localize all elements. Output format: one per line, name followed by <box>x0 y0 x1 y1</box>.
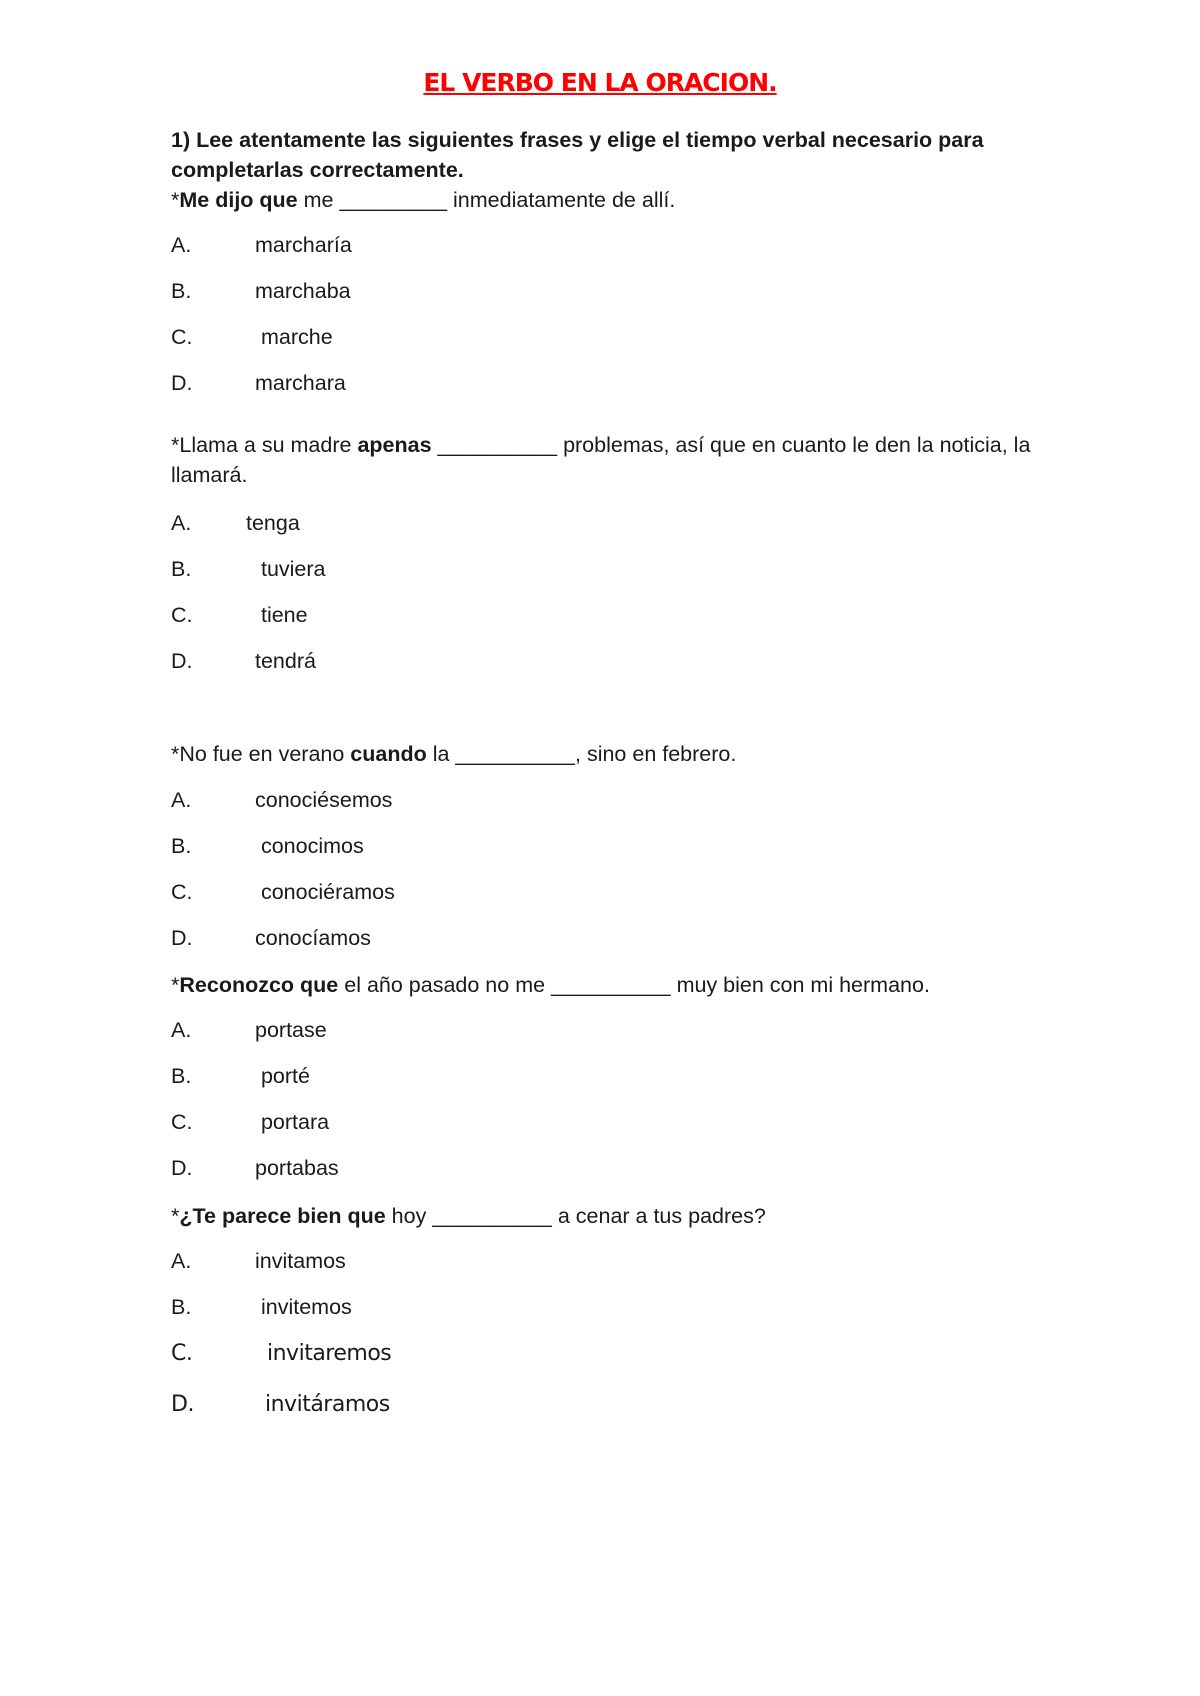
option-letter: A. <box>171 788 192 812</box>
question-text: __________ problemas, así que en cuanto le den la noticia, la llamará. <box>171 433 1031 487</box>
option-letter: D. <box>171 1392 194 1417</box>
question-prefix: *No fue en verano <box>171 742 351 766</box>
option-2c[interactable] <box>171 601 308 629</box>
option-letter: B. <box>171 557 192 581</box>
question-text: el año pasado no me __________ muy bien con mi hermano. <box>338 973 930 997</box>
question-prefix: *Llama a su madre <box>171 433 358 457</box>
option-text: portabas <box>255 1156 339 1180</box>
option-4b[interactable] <box>171 1062 310 1090</box>
question-keyword: ¿Te parece bien que <box>179 1204 386 1228</box>
option-text: porté <box>255 1064 310 1088</box>
option-1a[interactable] <box>171 231 352 259</box>
option-letter: B. <box>171 1295 192 1319</box>
question-prefix: * <box>171 973 180 997</box>
option-text: tendrá <box>255 649 316 673</box>
option-letter: A. <box>171 233 192 257</box>
option-text: tenga <box>246 511 300 535</box>
option-letter: B. <box>171 834 192 858</box>
option-5a[interactable] <box>171 1247 346 1275</box>
option-letter: D. <box>171 1156 193 1180</box>
question-prefix: * <box>171 188 180 212</box>
option-text: conociésemos <box>255 788 393 812</box>
option-letter: C. <box>171 1110 193 1134</box>
question-text: me _________ inmediatamente de allí. <box>297 188 676 212</box>
option-text: portara <box>255 1110 330 1134</box>
option-letter: B. <box>171 1064 192 1088</box>
option-text: conocíamos <box>255 926 371 950</box>
option-5b[interactable] <box>171 1293 352 1321</box>
option-2a[interactable] <box>171 509 300 537</box>
question-4 <box>171 970 1051 1000</box>
option-letter: C. <box>171 603 193 627</box>
option-2d[interactable] <box>171 647 316 675</box>
option-text: invitamos <box>255 1249 346 1273</box>
question-prefix: * <box>171 1204 180 1228</box>
option-text: marche <box>255 325 333 349</box>
option-3c[interactable] <box>171 878 395 906</box>
question-keyword: apenas <box>357 433 432 457</box>
option-letter: C. <box>171 880 193 904</box>
option-2b[interactable] <box>171 555 326 583</box>
option-3d[interactable] <box>171 924 371 952</box>
option-letter: A. <box>171 511 192 535</box>
option-text: conociéramos <box>255 880 395 904</box>
option-text: marchara <box>255 371 346 395</box>
option-1d[interactable] <box>171 369 346 397</box>
question-2 <box>171 430 1051 490</box>
option-text: invitaremos <box>267 1341 392 1366</box>
option-letter: A. <box>171 1249 192 1273</box>
instruction-text: 1) Lee atentamente las siguientes frases y elige el tiempo verbal necesario para completarlas correctamente. <box>171 128 984 182</box>
option-letter: C. <box>171 1341 193 1366</box>
option-letter: B. <box>171 279 192 303</box>
question-keyword: cuando <box>350 742 427 766</box>
option-text: tiene <box>255 603 308 627</box>
option-3b[interactable] <box>171 832 364 860</box>
option-letter: D. <box>171 371 193 395</box>
option-letter: A. <box>171 1018 192 1042</box>
option-1b[interactable] <box>171 277 351 305</box>
option-5d[interactable] <box>171 1391 390 1419</box>
option-3a[interactable] <box>171 786 392 814</box>
question-1 <box>171 185 1051 215</box>
option-5c[interactable] <box>171 1340 391 1368</box>
option-4d[interactable] <box>171 1154 339 1182</box>
question-text: hoy __________ a cenar a tus padres? <box>385 1204 766 1228</box>
question-3 <box>171 739 1051 769</box>
question-keyword: Reconozco que <box>179 973 339 997</box>
option-letter: D. <box>171 926 193 950</box>
option-text: invitemos <box>255 1295 352 1319</box>
option-text: tuviera <box>255 557 326 581</box>
option-4a[interactable] <box>171 1016 327 1044</box>
option-text: portase <box>255 1018 327 1042</box>
option-text: conocimos <box>255 834 364 858</box>
option-1c[interactable] <box>171 323 333 351</box>
option-text: marchaba <box>255 279 351 303</box>
page-title: EL VERBO EN LA ORACION. <box>423 68 777 97</box>
option-4c[interactable] <box>171 1108 329 1136</box>
option-letter: D. <box>171 649 193 673</box>
question-text: la __________, sino en febrero. <box>426 742 737 766</box>
question-keyword: Me dijo que <box>179 188 298 212</box>
option-letter: C. <box>171 325 193 349</box>
option-text: invitáramos <box>265 1392 390 1417</box>
question-5 <box>171 1201 1051 1231</box>
option-text: marcharía <box>255 233 352 257</box>
